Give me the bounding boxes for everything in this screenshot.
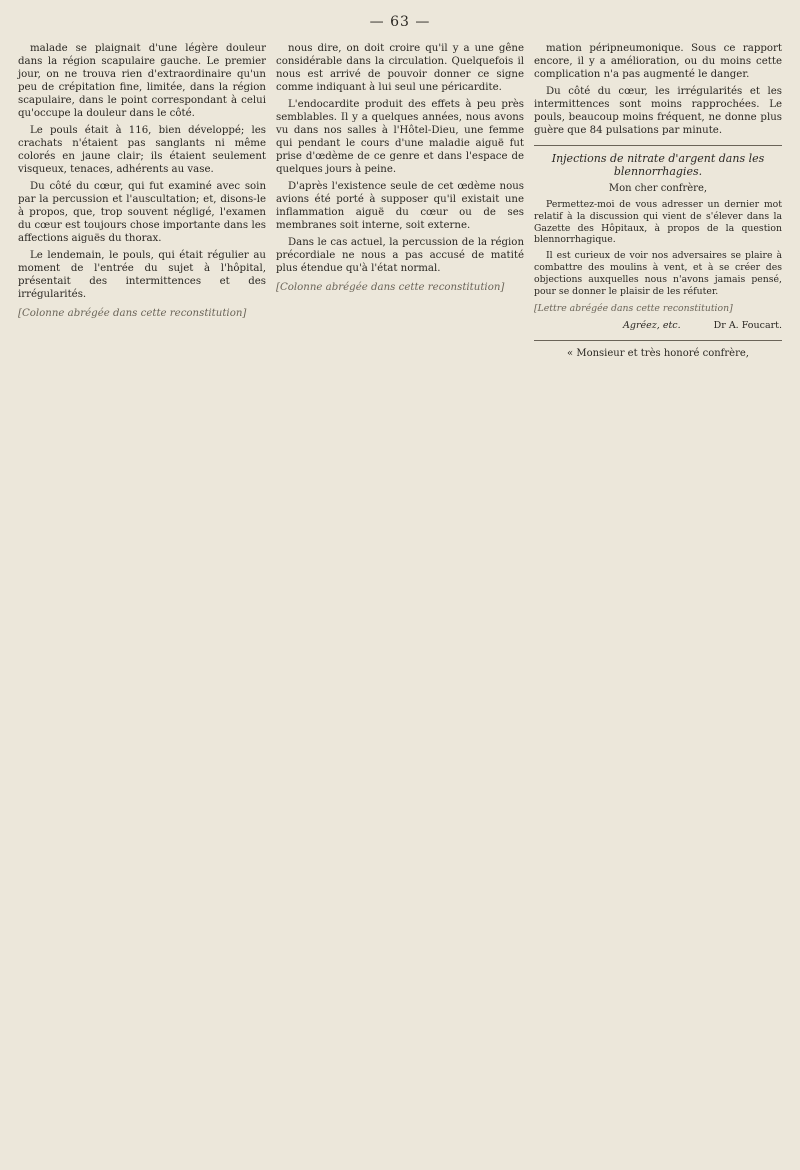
section-divider — [534, 340, 782, 341]
section-divider — [534, 145, 782, 146]
paragraph: malade se plaignait d'une légère douleur dans la région scapulaire gauche. Le premier jour, on ne trouva rien d'extraordinaire qu'un peu de crépitation fine, limitée, dans la région scapulaire, dans le point correspondant à celui qu'occupe la douleur dans le côté. — [18, 43, 266, 119]
paragraph: L'endocardite produit des effets à peu près semblables. Il y a quelques années, nous avons vu dans nos salles à l'Hôtel-Dieu, une femme qui pendant le cours d'une maladie aiguë fut prise d'œdème de ce genre et dans l'espace de quelques jours à peine. — [276, 99, 524, 175]
letter-salutation: Mon cher confrère, — [608, 183, 708, 194]
paragraph: Du côté du cœur, qui fut examiné avec soin par la percussion et l'auscultation; et, disons-le à propos, que, trop souvent négligé, l'examen du cœur est toujours chose importante dans les affections aiguës du thorax. — [18, 181, 266, 244]
signature-closing: Agréez, etc. — [623, 320, 681, 332]
paragraph: mation péripneumonique. Sous ce rapport encore, il y a amélioration, ou du moins cette complication n'a pas augmenté le danger. — [534, 43, 782, 80]
paragraph: D'après l'existence seule de cet œdème nous avions été porté à supposer qu'il existait une inflammation aiguë du cœur ou de ses membranes soit interne, soit externe. — [276, 181, 524, 231]
paragraph: Dans le cas actuel, la percussion de la région précordiale ne nous a pas accusé de matité plus étendue qu'à l'état normal. — [276, 237, 524, 274]
letter-paragraph: Permettez-moi de vous adresser un dernier mot relatif à la discussion qui vient de s'élever dans la Gazette des Hôpitaux, à propos de la question blennorrhagique. — [534, 199, 782, 246]
letter-paragraph: Il est curieux de voir nos adversaires se plaire à combattre des moulins à vent, et à se créer des objections auxquelles nous n'avons jamais pensé, pour se donner le plaisir de les réfuter. — [534, 250, 782, 297]
column-middle — [276, 42, 524, 298]
paragraph: Le lendemain, le pouls, qui était régulier au moment de l'entrée du sujet à l'hôpital, présentait des intermittences et des irrégularités. — [18, 250, 266, 300]
section-title: Injections de nitrate d'argent dans les blennorrhagies. — [551, 152, 765, 178]
column-right — [534, 42, 782, 364]
signature-name: Dr A. Foucart. — [713, 320, 782, 332]
abridged-note: [Colonne abrégée dans cette reconstitution] — [276, 282, 505, 293]
reply-salutation: « Monsieur et très honoré confrère, — [567, 348, 749, 360]
paragraph: Du côté du cœur, les irrégularités et les intermittences sont moins rapprochées. Le pouls, beaucoup moins fréquent, ne donne plus guère que 84 pulsations par minute. — [534, 86, 782, 136]
column-left — [18, 42, 266, 324]
paragraph: Le pouls était à 116, bien développé; les crachats n'étaient pas sanglants ni même colorés en jaune clair; ils étaient seulement visqueux, tenaces, adhérents au vase. — [18, 125, 266, 175]
abridged-note: [Lettre abrégée dans cette reconstitution] — [534, 303, 733, 315]
page-number: — 63 — — [369, 14, 431, 30]
letter-signature — [534, 319, 782, 332]
abridged-note: [Colonne abrégée dans cette reconstitution] — [18, 308, 247, 319]
paragraph: nous dire, on doit croire qu'il y a une gêne considérable dans la circulation. Quelquefois il nous est arrivé de pouvoir donner ce signe comme indiquant à lui seul une péricardite. — [276, 43, 524, 93]
